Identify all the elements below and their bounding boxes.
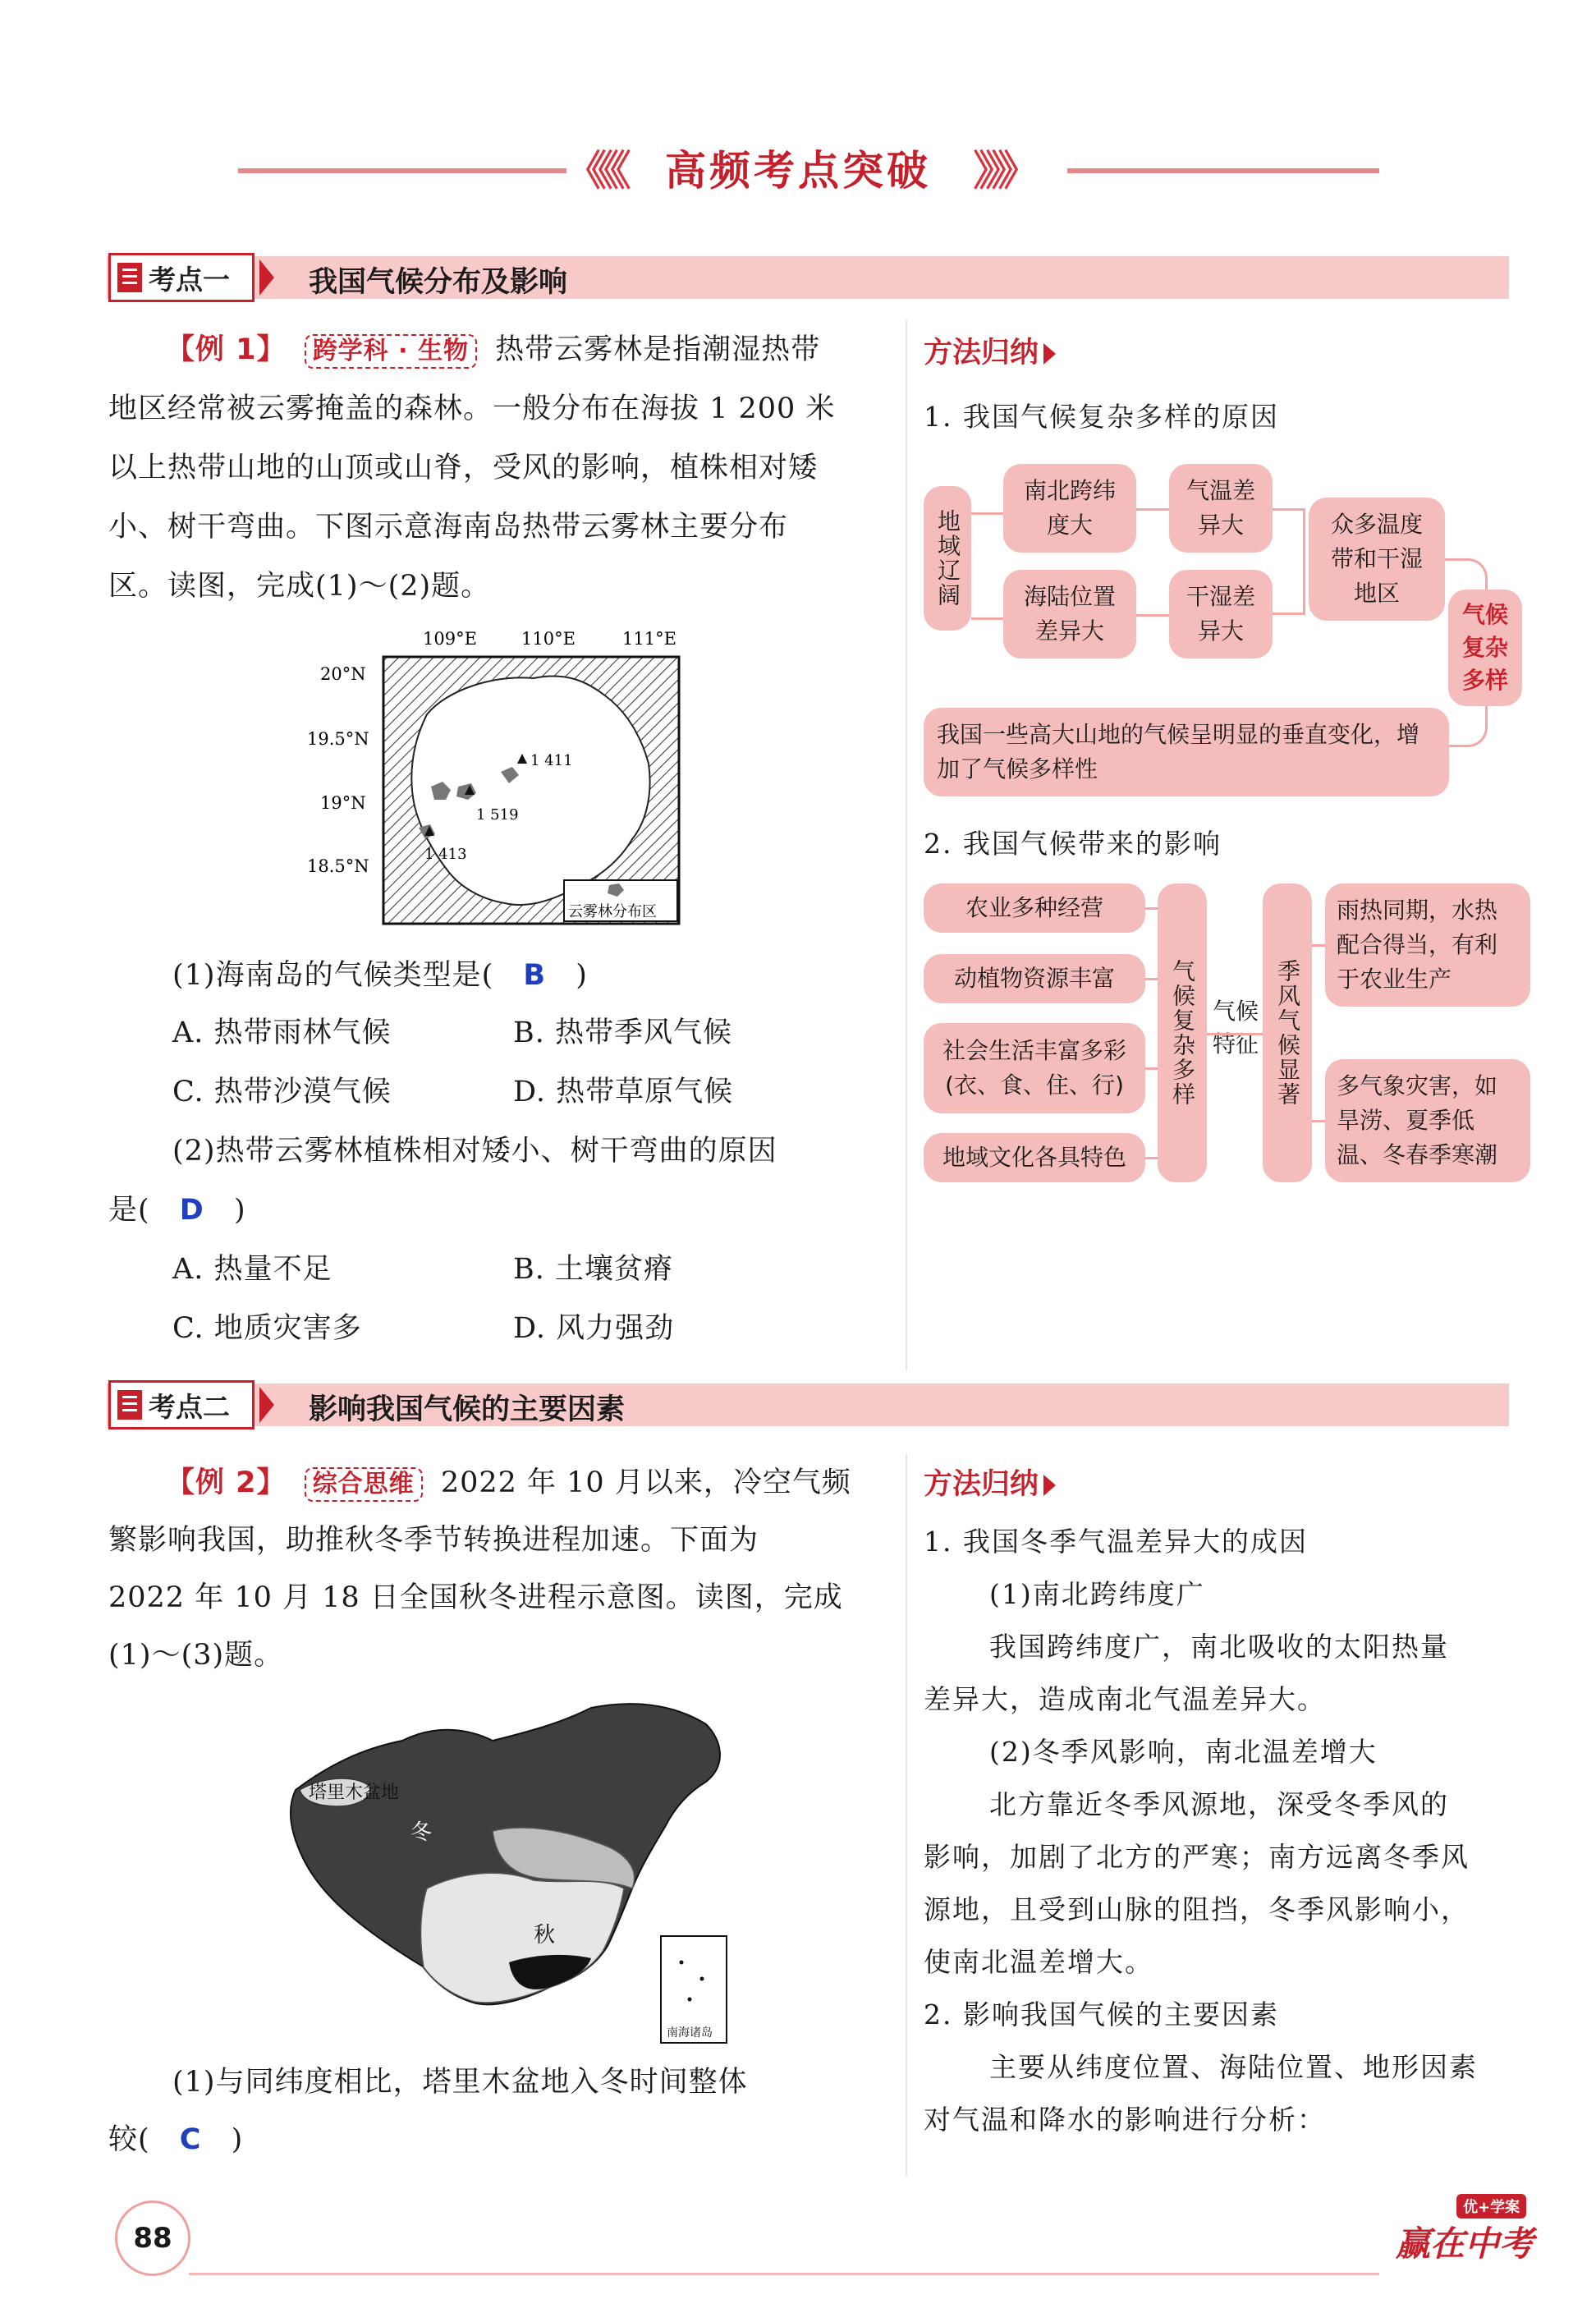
method1-heading	[924, 330, 1056, 371]
method2-line-7: 源地，且受到山脉的阻挡，冬季风影响小，	[924, 1893, 1470, 1925]
diagram1-b2: 干湿差异大	[1169, 570, 1273, 658]
diagram2-feature-text: 气候特征	[1212, 998, 1259, 1058]
banner	[0, 138, 1596, 197]
q2-stem2-line	[108, 1187, 246, 1228]
section1-label: 考点一	[149, 263, 230, 296]
diagram2-left-2: 社会生活丰富多彩(衣、食、住、行)	[924, 1023, 1145, 1113]
q2-option-a: A. 热量不足	[172, 1253, 332, 1286]
island-dot	[688, 1998, 692, 2002]
brand-logo: 赢在中考	[1396, 2223, 1534, 2264]
q2-stem: (2)热带云雾林植株相对矮小、树干弯曲的原因	[172, 1135, 777, 1168]
diagram1-result-text: 气候复杂多样	[1461, 601, 1508, 694]
example1-line-2: 以上热带山地的山顶或山脊，受风的影响，植株相对矮	[108, 452, 819, 484]
diagram1-root: 地域辽阔	[924, 486, 971, 631]
diagram2-feature	[1210, 995, 1261, 1061]
example2-first-line	[108, 1460, 851, 1502]
diagram1-connector	[1136, 508, 1169, 511]
diagram2-center: 气候复杂多样	[1158, 883, 1207, 1182]
section2-title: 影响我国气候的主要因素	[309, 1393, 626, 1426]
banner-title: 高频考点突破	[665, 147, 931, 195]
example2-line-0: 2022 年 10 月以来，冷空气频	[440, 1466, 851, 1499]
column-divider	[906, 320, 907, 1371]
diagram1-connector	[971, 617, 1004, 620]
map-legend-label: 云雾林分布区	[568, 903, 657, 920]
winter-label: 冬	[410, 1820, 433, 1845]
q2-option-b: B. 土壤贫瘠	[513, 1253, 673, 1286]
method2-line-4: (2)冬季风影响，南北温差增大	[989, 1736, 1378, 1768]
hainan-map	[304, 624, 698, 928]
china-map	[279, 1691, 739, 2053]
example1-first-line	[108, 327, 820, 369]
q2-answer: D	[179, 1194, 204, 1227]
diagram2-left-1: 动植物资源丰富	[924, 954, 1145, 1003]
diagram2-right2: 多气象灾害，如旱涝、夏季低温、冬春季寒潮	[1325, 1059, 1530, 1182]
q2-option-c: C. 地质灾害多	[172, 1312, 362, 1345]
q2-option-d: D. 风力强劲	[513, 1312, 675, 1345]
section2-tag	[108, 1380, 255, 1429]
diagram2-connector	[1145, 1157, 1158, 1159]
example2-label: 【例 2】	[166, 1466, 287, 1499]
example1-tag: 跨学科 · 生物	[305, 334, 477, 369]
south-region	[509, 1955, 591, 1989]
q1-close: )	[576, 959, 588, 992]
method2-line-8: 使南北温差增大。	[924, 1946, 1153, 1978]
diagram1-mid: 众多温度带和干湿地区	[1309, 498, 1445, 621]
example1-line-1: 地区经常被云雾掩盖的森林。一般分布在海拔 1 200 米	[108, 392, 836, 425]
method2-line-0: 1. 我国冬季气温差异大的成因	[924, 1526, 1308, 1558]
note-icon	[117, 1390, 142, 1420]
diagram1-b1: 海陆位置差异大	[1003, 570, 1136, 658]
autumn-label: 秋	[534, 1923, 556, 1948]
footer-line	[189, 2273, 1379, 2275]
q1-stem-line	[172, 952, 588, 993]
chevron-right-icon: 》》》	[973, 147, 1031, 195]
example1-line-3: 小、树干弯曲。下图示意海南岛热带云雾林主要分布	[108, 511, 789, 544]
section2-label: 考点二	[149, 1390, 230, 1423]
column-divider	[906, 1453, 907, 2176]
diagram1-result	[1448, 590, 1522, 706]
method2-line-2: 我国跨纬度广，南北吸收的太阳热量	[989, 1631, 1449, 1663]
section1-tag	[108, 253, 255, 302]
q2-stem2: 是(	[108, 1194, 150, 1227]
diagram2-connector	[1207, 1033, 1263, 1035]
triangle-icon	[1043, 343, 1056, 365]
diagram2-left-3: 地域文化各具特色	[924, 1133, 1145, 1182]
ex2-q1-stem2-line	[108, 2117, 243, 2158]
example2-line-3: (1)～(3)题。	[108, 1639, 284, 1672]
ex2-q1-answer: C	[179, 2123, 202, 2156]
example2-line-1: 繁影响我国，助推秋冬季节转换进程加速。下面为	[108, 1524, 759, 1557]
ex2-q1-stem: (1)与同纬度相比，塔里木盆地入冬时间整体	[172, 2066, 748, 2099]
lat-label-19: 19°N	[320, 793, 366, 813]
method1-sub2: 2. 我国气候带来的影响	[924, 828, 1222, 860]
brand-badge: 优+学案	[1456, 2194, 1526, 2219]
example1-label: 【例 1】	[166, 333, 287, 366]
section1-arrow-icon	[259, 259, 274, 296]
method2-line-9: 2. 影响我国气候的主要因素	[924, 1998, 1279, 2031]
ex2-q1-stem2: 较(	[108, 2123, 150, 2156]
island-dot	[680, 1961, 684, 1965]
method2-line-10: 主要从纬度位置、海陆位置、地形因素	[989, 2051, 1478, 2083]
q1-option-b: B. 热带季风气候	[513, 1016, 732, 1049]
example1-line-4: 区。读图，完成(1)～(2)题。	[108, 570, 491, 603]
method2-line-6: 影响，加剧了北方的严寒；南方远离冬季风	[924, 1841, 1470, 1873]
method2-heading-text: 方法归纳	[924, 1468, 1039, 1501]
diagram1-connector	[971, 512, 1004, 515]
q1-option-a: A. 热带雨林气候	[172, 1016, 392, 1049]
lon-label-111: 111°E	[622, 629, 676, 649]
peak-label-1519: 1 519	[476, 806, 519, 824]
diagram1-connector	[1273, 508, 1305, 615]
q1-answer: B	[523, 959, 547, 992]
diagram2-connector	[1145, 978, 1158, 980]
diagram1-connector	[1136, 614, 1169, 617]
page-number: 88	[115, 2200, 190, 2276]
method2-line-5: 北方靠近冬季风源地，深受冬季风的	[989, 1788, 1449, 1820]
lon-label-110: 110°E	[521, 629, 576, 649]
lat-label-20: 20°N	[320, 664, 366, 684]
section2-arrow-icon	[259, 1387, 274, 1423]
method1-sub1: 1. 我国气候复杂多样的原因	[924, 401, 1279, 433]
chevron-left-icon: 《《《	[565, 147, 623, 195]
diagram1-a1: 南北跨纬度大	[1003, 464, 1136, 553]
peak-label-1413: 1 413	[424, 846, 467, 863]
diagram1-bottom: 我国一些高大山地的气候呈明显的垂直变化，增加了气候多样性	[924, 708, 1449, 796]
tarim-basin-label: 塔里木盆地	[309, 1783, 400, 1803]
peak-label-1411: 1 411	[530, 752, 573, 769]
example2-tag: 综合思维	[305, 1467, 423, 1502]
diagram2-right1: 雨热同期，水热配合得当，有利于农业生产	[1325, 883, 1530, 1007]
example2-line-2: 2022 年 10 月 18 日全国秋冬进程示意图。读图，完成	[108, 1581, 843, 1614]
method2-line-11: 对气温和降水的影响进行分析：	[924, 2104, 1326, 2136]
diagram2-connector	[1145, 1067, 1158, 1070]
method2-line-3: 差异大，造成南北气温差异大。	[924, 1683, 1326, 1715]
triangle-icon	[1043, 1475, 1056, 1496]
method1-heading-text: 方法归纳	[924, 337, 1039, 369]
q1-option-c: C. 热带沙漠气候	[172, 1076, 392, 1108]
diagram2-monsoon: 季风气候显著	[1263, 883, 1312, 1182]
diagram1-a2: 气温差异大	[1169, 464, 1273, 553]
ex2-q1-close: )	[231, 2123, 244, 2156]
note-icon	[117, 263, 142, 292]
diagram2-left-0: 农业多种经营	[924, 883, 1145, 933]
diagram2-connector	[1145, 907, 1158, 910]
q2-close: )	[234, 1194, 246, 1227]
example1-line-0: 热带云雾林是指潮湿热带	[495, 333, 821, 366]
section1-title: 我国气候分布及影响	[309, 266, 568, 299]
q1-option-d: D. 热带草原气候	[513, 1076, 734, 1108]
lon-label-109: 109°E	[423, 629, 477, 649]
q1-stem: (1)海南岛的气候类型是(	[172, 959, 494, 992]
island-dot	[700, 1977, 704, 1981]
inset-label: 南海诸岛	[667, 2026, 713, 2040]
method2-line-1: (1)南北跨纬度广	[989, 1578, 1205, 1610]
lat-label-18-5: 18.5°N	[307, 856, 369, 876]
lat-label-19-5: 19.5°N	[307, 729, 369, 749]
method2-heading	[924, 1462, 1056, 1503]
